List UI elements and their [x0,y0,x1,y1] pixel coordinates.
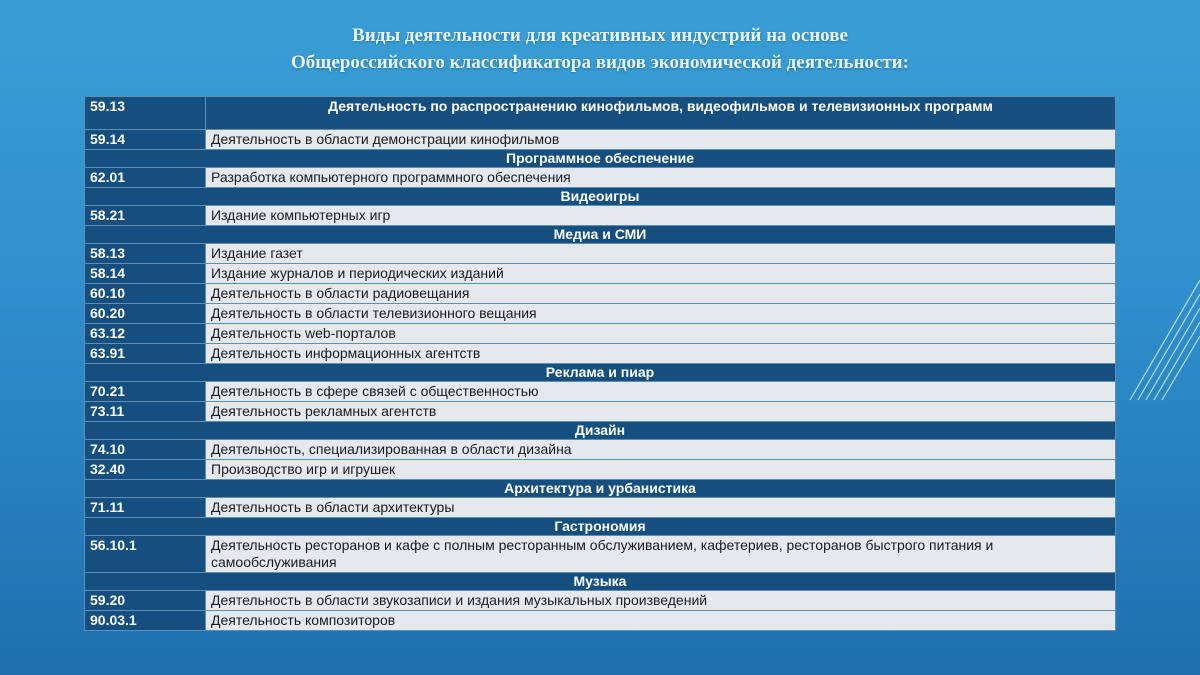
table-row [85,536,1116,573]
category-label: Программное обеспечение [85,150,1116,168]
activity-description: Издание компьютерных игр [206,206,1116,226]
activity-code: 62.01 [85,168,206,188]
okved-table [84,96,1116,631]
activity-code: 59.14 [85,130,206,150]
activity-code: 59.20 [85,591,206,611]
category-row [85,480,1116,498]
category-row [85,422,1116,440]
table-row [85,498,1116,518]
category-label: Видеоигры [85,188,1116,206]
activity-code: 58.21 [85,206,206,226]
activity-description: Деятельность в области телевизионного вещания [206,304,1116,324]
category-row [85,188,1116,206]
category-label: Гастрономия [85,518,1116,536]
table-row [85,402,1116,422]
table-row [85,591,1116,611]
activity-description: Деятельность ресторанов и кафе с полным ресторанным обслуживанием, кафетериев, ресторанов быстрого питания и самообслуживания [206,536,1116,573]
table-row [85,324,1116,344]
activity-code: 73.11 [85,402,206,422]
category-label: Дизайн [85,422,1116,440]
activity-description: Деятельность композиторов [206,611,1116,631]
category-label: Медиа и СМИ [85,226,1116,244]
activity-code: 70.21 [85,382,206,402]
activity-description: Деятельность web-порталов [206,324,1116,344]
category-label: Архитектура и урбанистика [85,480,1116,498]
table-row [85,304,1116,324]
activity-code: 60.20 [85,304,206,324]
table-header-row [85,97,1116,130]
activity-code: 74.10 [85,440,206,460]
activity-description: Разработка компьютерного программного обеспечения [206,168,1116,188]
table-row [85,264,1116,284]
activity-code: 56.10.1 [85,536,206,573]
table-row [85,611,1116,631]
category-row [85,573,1116,591]
category-row [85,518,1116,536]
table-row [85,244,1116,264]
activity-code: 32.40 [85,460,206,480]
title-line-1: Виды деятельности для креативных индустрий на основе [352,25,848,46]
activity-description: Производство игр и игрушек [206,460,1116,480]
table-row [85,206,1116,226]
header-code-cell: 59.13 [85,97,206,130]
category-label: Музыка [85,573,1116,591]
activity-description: Деятельность, специализированная в области дизайна [206,440,1116,460]
category-row [85,226,1116,244]
table-row [85,284,1116,304]
activity-description: Деятельность в области демонстрации кинофильмов [206,130,1116,150]
activity-code: 60.10 [85,284,206,304]
table-row [85,460,1116,480]
title-line-2: Общероссийского классификатора видов экономической деятельности: [291,52,909,73]
activity-description: Деятельность в области архитектуры [206,498,1116,518]
activity-description: Деятельность рекламных агентств [206,402,1116,422]
page-title [0,22,1200,76]
category-label: Реклама и пиар [85,364,1116,382]
activity-description: Деятельность в области звукозаписи и издания музыкальных произведений [206,591,1116,611]
table-row [85,344,1116,364]
activity-code: 58.14 [85,264,206,284]
table-row [85,382,1116,402]
header-description-cell: Деятельность по распространению кинофильмов, видеофильмов и телевизионных программ [206,97,1116,130]
activity-description: Деятельность информационных агентств [206,344,1116,364]
activity-code: 71.11 [85,498,206,518]
decorative-stripes [1110,260,1200,420]
activity-code: 63.12 [85,324,206,344]
activity-code: 63.91 [85,344,206,364]
activity-description: Издание газет [206,244,1116,264]
table-row [85,130,1116,150]
activity-code: 58.13 [85,244,206,264]
activity-description: Издание журналов и периодических изданий [206,264,1116,284]
category-row [85,364,1116,382]
activity-description: Деятельность в сфере связей с общественностью [206,382,1116,402]
activity-code: 90.03.1 [85,611,206,631]
table-row [85,440,1116,460]
category-row [85,150,1116,168]
activity-description: Деятельность в области радиовещания [206,284,1116,304]
table-row [85,168,1116,188]
